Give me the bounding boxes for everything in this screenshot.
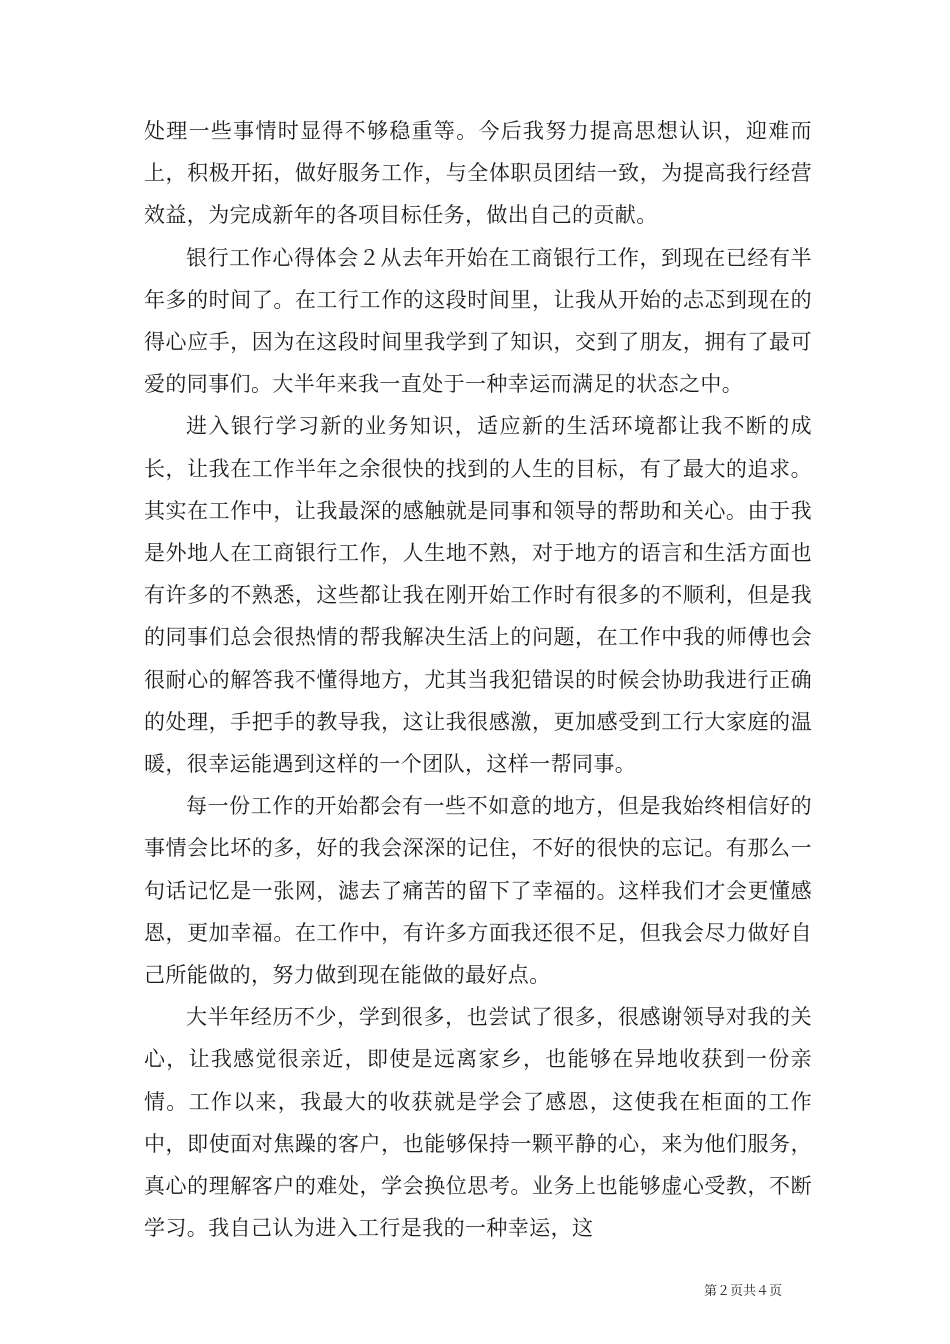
paragraph: 进入银行学习新的业务知识，适应新的生活环境都让我不断的成长，让我在工作半年之余很快的找到的人生的目标，有了最大的追求。其实在工作中，让我最深的感触就是同事和领导的帮助和关心。由于我是外地人在工商银行工作，人生地不熟，对于地方的语言和生活方面也有许多的不熟悉，这些都让我在刚开始工作时有很多的不顺利，但是我的同事们总会很热情的帮我解决生活上的问题，在工作中我的师傅也会很耐心的解答我不懂得地方，尤其当我犯错误的时候会协助我进行正确的处理，手把手的教导我，这让我很感激，更加感受到工行大家庭的温暖，很幸运能遇到这样的一个团队，这样一帮同事。 xyxy=(144,414,812,777)
paragraph: 银行工作心得体会２从去年开始在工商银行工作，到现在已经有半年多的时间了。在工行工作的这段时间里，让我从开始的忐忑到现在的得心应手，因为在这段时间里我学到了知识，交到了朋友，拥有了最可爱的同事们。大半年来我一直处于一种幸运而满足的状态之中。 xyxy=(144,245,812,397)
paragraph: 每一份工作的开始都会有一些不如意的地方，但是我始终相信好的事情会比坏的多，好的我会深深的记住，不好的很快的忘记。有那么一句话记忆是一张网，滤去了痛苦的留下了幸福的。这样我们才会更懂感恩，更加幸福。在工作中，有许多方面我还很不足，但我会尽力做好自己所能做的，努力做到现在能做的最好点。 xyxy=(144,794,812,988)
page-number-footer: 第２页共４页 xyxy=(704,1284,783,1299)
paragraph-continuation: 处理一些事情时显得不够稳重等。今后我努力提高思想认识，迎难而上，积极开拓，做好服务工作，与全体职员团结一致，为提高我行经营效益，为完成新年的各项目标任务，做出自己的贡献。 xyxy=(144,119,812,228)
document-body xyxy=(144,110,812,1249)
paragraph: 大半年经历不少，学到很多，也尝试了很多，很感谢领导对我的关心，让我感觉很亲近，即使是远离家乡，也能够在异地收获到一份亲情。工作以来，我最大的收获就是学会了感恩，这使我在柜面的工作中，即使面对焦躁的客户，也能够保持一颗平静的心，来为他们服务，真心的理解客户的难处，学会换位思考。业务上也能够虚心受教，不断学习。我自己认为进入工行是我的一种幸运，这 xyxy=(144,1005,812,1241)
